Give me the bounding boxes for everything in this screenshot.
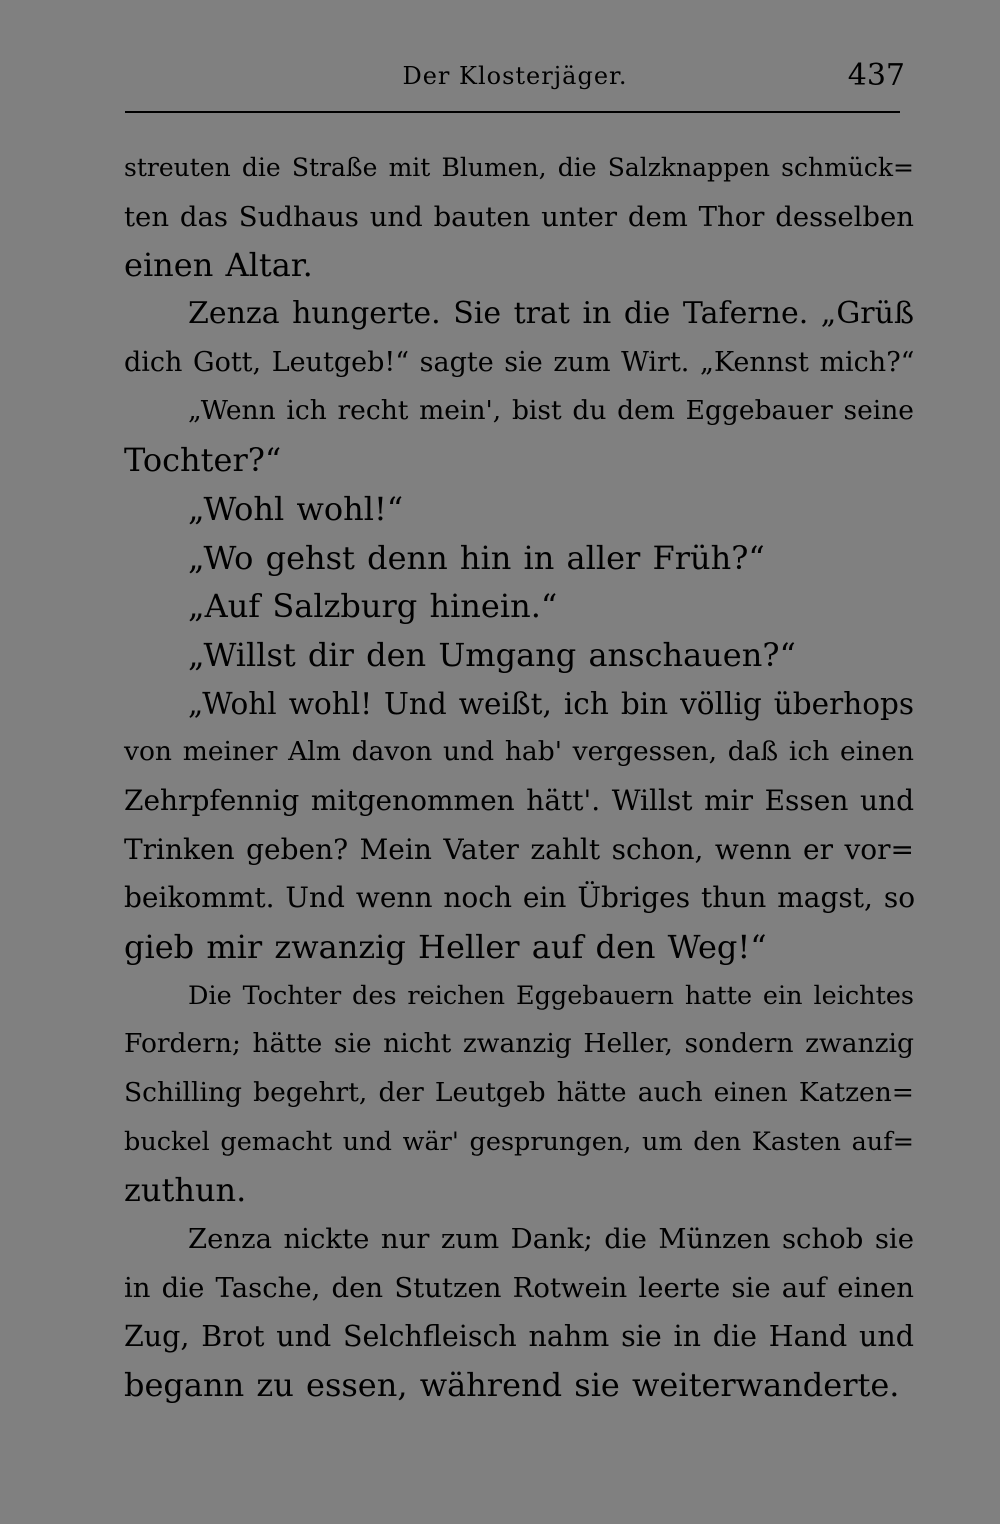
text-line: streuten die Straße mit Blumen, die Salzknappen schmück= bbox=[124, 153, 914, 182]
text-line: Zenza nickte nur zum Dank; die Münzen schob sie bbox=[188, 1223, 914, 1256]
text-line: einen Altar. bbox=[124, 246, 313, 285]
page-number: 437 bbox=[847, 58, 905, 93]
text-line: dich Gott, Leutgeb!“ sagte sie zum Wirt. „Kennst mich?“ bbox=[124, 346, 915, 378]
text-line: gieb mir zwanzig Heller auf den Weg!“ bbox=[124, 928, 767, 966]
text-line: Trinken geben? Mein Vater zahlt schon, wenn er vor= bbox=[124, 832, 914, 866]
header-rule bbox=[125, 111, 900, 113]
text-line: Fordern; hätte sie nicht zwanzig Heller, sondern zwanzig bbox=[124, 1028, 914, 1060]
text-line: „Wenn ich recht mein', bist du dem Eggebauer seine bbox=[188, 395, 914, 427]
text-line: in die Tasche, den Stutzen Rotwein leerte sie auf einen bbox=[124, 1271, 914, 1304]
text-line: buckel gemacht und wär' gesprungen, um den Kasten auf= bbox=[124, 1126, 914, 1157]
body-text bbox=[124, 144, 914, 1410]
text-line: „Wo gehst denn hin in aller Früh?“ bbox=[188, 538, 765, 577]
text-line: Zug, Brot und Selchfleisch nahm sie in die Hand und bbox=[124, 1319, 914, 1353]
text-line: Zehrpfennig mitgenommen hätt'. Willst mir Essen und bbox=[124, 783, 914, 817]
page-header bbox=[125, 58, 905, 98]
text-line: Zenza hungerte. Sie trat in die Taferne. „Grüß bbox=[188, 296, 914, 332]
text-line: von meiner Alm davon und hab' vergessen, daß ich einen bbox=[124, 736, 914, 768]
text-line: „Wohl wohl! Und weißt, ich bin völlig überhops bbox=[188, 686, 914, 721]
text-line: Tochter?“ bbox=[124, 441, 282, 480]
text-line: „Willst dir den Umgang anschauen?“ bbox=[188, 635, 796, 674]
text-line: „Auf Salzburg hinein.“ bbox=[188, 587, 558, 626]
text-line: begann zu essen, während sie weiterwanderte. bbox=[124, 1366, 900, 1405]
text-line: Schilling begehrt, der Leutgeb hätte auch einen Katzen= bbox=[124, 1077, 914, 1109]
text-line: „Wohl wohl!“ bbox=[188, 489, 404, 528]
running-title: Der Klosterjäger. bbox=[402, 62, 628, 90]
text-line: beikommt. Und wenn noch ein Übriges thun magst, so bbox=[124, 881, 916, 915]
text-line: zuthun. bbox=[124, 1171, 247, 1210]
text-line: ten das Sudhaus und bauten unter dem Thor desselben bbox=[124, 200, 914, 233]
text-line: Die Tochter des reichen Eggebauern hatte ein leichtes bbox=[188, 980, 914, 1011]
